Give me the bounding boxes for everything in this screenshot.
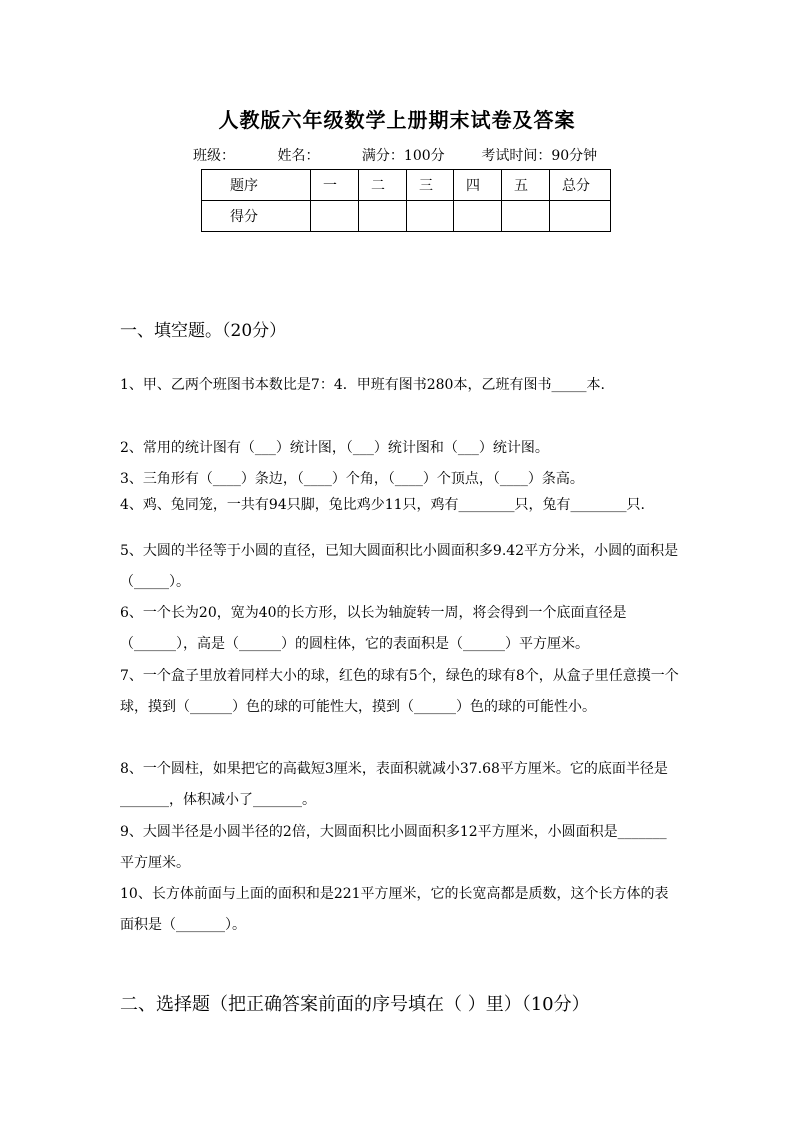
score-input-cell[interactable]: [311, 201, 359, 232]
score-table: [201, 169, 611, 232]
section-1-title: 一、填空题。（20分）: [120, 321, 287, 341]
question-7: 7、一个盒子里放着同样大小的球，红色的球有5个，绿色的球有8个，从盒子里任意摸一个球，摸到（______）色的球的可能性大，摸到（______）色的球的可能性小。: [120, 668, 679, 715]
question-10: 10、长方体前面与上面的面积和是221平方厘米，它的长宽高都是质数，这个长方体的表面积是（_______）。: [120, 886, 669, 933]
question-8: 8、一个圆柱，如果把它的高截短3厘米，表面积就减小37.68平方厘米。它的底面半径是_______，体积减小了_______。: [120, 761, 668, 808]
class-label: 班级：: [193, 148, 235, 164]
score-input-cell[interactable]: [407, 201, 454, 232]
question-4: 4、鸡、兔同笼，一共有94只脚，兔比鸡少11只，鸡有________只，兔有________只.: [120, 497, 645, 513]
name-label: 姓名：: [277, 148, 320, 164]
score-cell: 三: [407, 170, 454, 201]
question-1: 1、甲、乙两个班图书本数比是7：4．甲班有图书280本，乙班有图书_____本.: [120, 377, 605, 393]
score-input-cell[interactable]: [550, 201, 611, 232]
page-title: 人教版六年级数学上册期末试卷及答案: [218, 108, 576, 132]
score-cell: 二: [359, 170, 407, 201]
score-cell: 总分: [550, 170, 611, 201]
question-6: 6、一个长为20，宽为40的长方形，以长为轴旋转一周，将会得到一个底面直径是（______），高是（______）的圆柱体，它的表面积是（______）平方厘米。: [120, 605, 627, 652]
score-cell: 一: [311, 170, 359, 201]
exam-time: 考试时间：90分钟: [481, 148, 598, 164]
question-2: 2、常用的统计图有（___）统计图，（___）统计图和（___）统计图。: [120, 440, 549, 456]
score-table-header-row: [202, 170, 611, 201]
score-input-cell[interactable]: [359, 201, 407, 232]
score-cell: 得分: [202, 201, 311, 232]
score-table-score-row: [202, 201, 611, 232]
question-9: 9、大圆半径是小圆半径的2倍，大圆面积比小圆面积多12平方厘米，小圆面积是_______平方厘米。: [120, 824, 667, 871]
score-cell: 五: [502, 170, 550, 201]
section-2-title: 二、选择题（把正确答案前面的序号填在（ ）里）（10分）: [120, 994, 590, 1015]
score-cell: 四: [454, 170, 502, 201]
question-3: 3、三角形有（____）条边，（____）个角，（____）个顶点，（____）条高。: [120, 471, 584, 487]
full-score: 满分：100分: [361, 148, 445, 164]
score-input-cell[interactable]: [454, 201, 502, 232]
score-cell: 题序: [202, 170, 311, 201]
exam-info: [193, 145, 597, 165]
question-5: 5、大圆的半径等于小圆的直径，已知大圆面积比小圆面积多9.42平方分米，小圆的面积是（_____）。: [120, 543, 679, 590]
score-input-cell[interactable]: [502, 201, 550, 232]
